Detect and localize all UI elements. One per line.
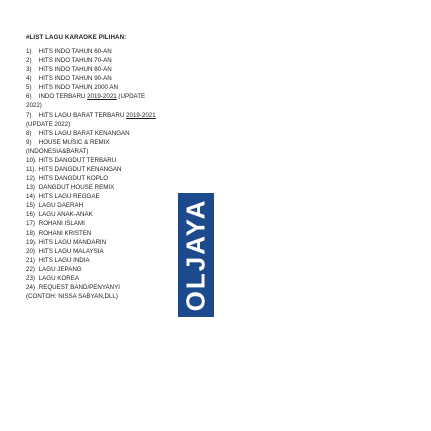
list-item-number: 8) <box>26 129 32 137</box>
list-item-label: ROHANI KRISTEN <box>38 229 92 237</box>
list-item-number: 16) <box>26 211 35 219</box>
list-item <box>26 47 356 56</box>
list-item <box>26 83 356 92</box>
list-item-label: HITS DANGDUT KOPLO <box>38 175 109 183</box>
list-item <box>26 129 356 138</box>
list-item-label: HITS INDO TAHUN 70-AN <box>38 57 112 65</box>
list-item-number: 1) <box>26 48 32 55</box>
list-item-label: (INDONESIA&BARAT) <box>26 147 89 155</box>
list-item-number: 11). <box>26 166 37 174</box>
list-item-number: 7) <box>26 111 32 119</box>
list-item-label: INDO TERBARU 2019-2021 (UPDATE <box>38 93 146 101</box>
list-item <box>26 120 356 129</box>
list-item-label: HITS INDO TAHUN 80-AN <box>38 66 112 74</box>
list-item-label: HITS DANGDUT TERBARU <box>38 156 117 164</box>
list-item <box>26 111 356 120</box>
list-item-label: HITS LAGU MANDARIN <box>38 238 107 246</box>
list-item-label: DANGDUT HOUSE REMIX <box>38 184 115 192</box>
list-item <box>26 65 356 74</box>
list-item <box>26 138 356 147</box>
list-item-label: ROHANI ISLAMI <box>38 220 85 228</box>
list-item-label: HITS INDO TAHUN 2000 AN <box>38 84 118 92</box>
list-item-number: 3) <box>26 66 32 74</box>
list-item-label: HITS LAGU BARAT TERBARU 2019-2021 <box>38 111 156 119</box>
list-item-label: HITS INDO TAHUN 60-AN <box>38 48 112 55</box>
list-item <box>26 183 356 192</box>
list-item-number: 17) <box>26 220 35 228</box>
list-item-label: HITS INDO TAHUN 90-AN <box>38 75 112 83</box>
list-item-number: 22) <box>26 265 35 273</box>
list-heading: #LIST LAGU KARAOKE PILIHAN: <box>26 34 127 41</box>
list-item-label: HITS LAGU REGGAE <box>38 193 100 201</box>
list-item-number: 5) <box>26 84 32 92</box>
list-item-label: REQUEST BAND/PENYANYI <box>38 284 120 292</box>
list-item-number: 20) <box>26 247 35 255</box>
list-item-number: 24) <box>26 284 35 292</box>
list-item-number: 12) <box>26 175 35 183</box>
list-item <box>26 147 356 156</box>
brand-logo-text: OLJAYA <box>180 198 211 312</box>
list-item <box>26 156 356 165</box>
list-item-label: (UPDATE 2022) <box>26 120 71 128</box>
list-item <box>26 174 356 183</box>
list-item-label: HITS LAGU INDIA <box>38 256 90 264</box>
list-item-number: 2) <box>26 57 32 65</box>
list-item-number: 18) <box>26 229 35 237</box>
list-item-label: HITS LAGU BARAT KENANGAN <box>38 129 130 137</box>
list-item-label: HOUSE MUSIC & REMIX <box>38 138 110 146</box>
list-item <box>26 101 356 110</box>
list-item <box>26 74 356 83</box>
list-item-label: LAGU KOREA <box>38 274 79 282</box>
list-item-label: LAGU JEPANG <box>38 265 82 273</box>
list-item <box>26 92 356 101</box>
list-item-label: LAGU DAERAH <box>38 202 84 210</box>
list-item-label: 2022) <box>26 102 42 110</box>
list-item-label: (CONTOH: NISSA SABYAN,DLL) <box>26 293 118 301</box>
list-item-number: 13) <box>26 184 35 192</box>
list-item <box>26 56 356 65</box>
list-item <box>26 165 356 174</box>
list-item-number: 6) <box>26 93 32 101</box>
list-item-label: LAGU ANAK-ANAK <box>38 211 93 219</box>
list-item-label: HITS LAGU MALAYSIA <box>38 247 104 255</box>
brand-logo <box>178 193 214 317</box>
list-item-label: HITS DANGDUT KENANGAN <box>38 166 122 174</box>
list-item-number: 14) <box>26 193 35 201</box>
list-item-number: 4) <box>26 75 32 83</box>
list-item-number: 15) <box>26 202 35 210</box>
list-item-number: 21) <box>26 256 35 264</box>
list-item-number: 23) <box>26 274 35 282</box>
list-item-number: 9) <box>26 138 32 146</box>
list-item-number: 19). <box>26 238 37 246</box>
list-item-number: 10). <box>26 156 37 164</box>
